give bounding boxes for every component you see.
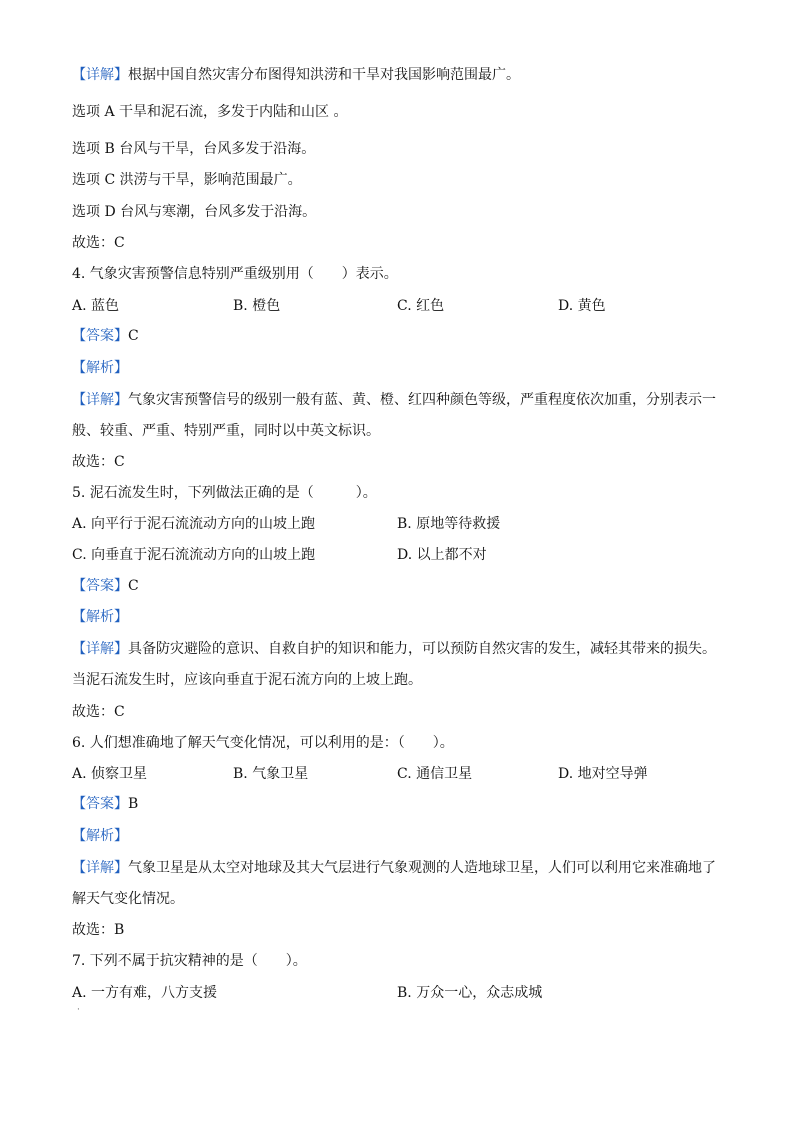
option-c-explanation: 选项 C 洪涝与干旱，影响范围最广。 — [72, 172, 302, 188]
answer-text: C — [128, 578, 139, 594]
q6-option-b: B. 气象卫星 — [233, 766, 309, 782]
q6-detail-line-1 — [72, 859, 716, 877]
option-b-explanation: 选项 B 台风与干旱，台风多发于沿海。 — [72, 141, 316, 157]
q4-choice: 故选：C — [72, 454, 125, 470]
detail-tag: 【详解】 — [72, 641, 128, 657]
answer-text: C — [128, 328, 139, 344]
q5-option-a: A. 向平行于泥石流流动方向的山坡上跑 — [72, 516, 316, 532]
q6-answer — [72, 795, 138, 813]
q6-analysis-tag: 【解析】 — [72, 828, 128, 844]
q4-analysis-tag: 【解析】 — [72, 360, 128, 376]
option-a-explanation: 选项 A 干旱和泥石流，多发于内陆和山区 。 — [72, 104, 348, 120]
q5-choice: 故选：C — [72, 704, 125, 720]
question-5-stem: 5. 泥石流发生时，下列做法正确的是（ ）。 — [72, 485, 377, 501]
q4-detail-line-2: 般、较重、严重、特别严重，同时以中英文标识。 — [72, 423, 380, 439]
dot-mark: · — [77, 1005, 80, 1015]
q4-option-c: C. 红色 — [397, 298, 445, 314]
detail-tag: 【详解】 — [72, 392, 128, 408]
answer-text: B — [128, 796, 139, 812]
detail-text: 气象卫星是从太空对地球及其大气层进行气象观测的人造地球卫星，人们可以利用它来准确地了 — [128, 860, 716, 876]
question-7-stem: 7. 下列不属于抗灾精神的是（ ）。 — [72, 953, 307, 969]
q5-option-b: B. 原地等待救援 — [397, 516, 501, 532]
answer-tag: 【答案】 — [72, 796, 128, 812]
q4-option-d: D. 黄色 — [558, 298, 606, 314]
q4-detail-line-1 — [72, 391, 716, 409]
q5-option-c: C. 向垂直于泥石流流动方向的山坡上跑 — [72, 547, 316, 563]
q6-option-c: C. 通信卫星 — [397, 766, 473, 782]
q5-option-d: D. 以上都不对 — [397, 547, 487, 563]
detail-text: 具备防灾避险的意识、自救自护的知识和能力，可以预防自然灾害的发生，减轻其带来的损失。 — [128, 641, 716, 657]
question-6-stem: 6. 人们想准确地了解天气变化情况，可以利用的是：（ ）。 — [72, 735, 454, 751]
q6-option-d: D. 地对空导弹 — [558, 766, 648, 782]
answer-tag: 【答案】 — [72, 328, 128, 344]
q4-answer — [72, 327, 139, 345]
detail-tag: 【详解】 — [72, 860, 128, 876]
q4-option-a: A. 蓝色 — [72, 298, 120, 314]
q4-option-b: B. 橙色 — [233, 298, 281, 314]
detail-line — [72, 66, 520, 84]
option-d-explanation: 选项 D 台风与寒潮，台风多发于沿海。 — [72, 204, 317, 220]
q7-option-a: A. 一方有难，八方支援 — [72, 985, 218, 1001]
q6-choice: 故选：B — [72, 922, 125, 938]
q5-detail-line-2: 当泥石流发生时，应该向垂直于泥石流方向的上坡上跑。 — [72, 672, 422, 688]
q6-option-a: A. 侦察卫星 — [72, 766, 148, 782]
choice-line: 故选：C — [72, 235, 125, 251]
q6-detail-line-2: 解天气变化情况。 — [72, 891, 184, 907]
answer-tag: 【答案】 — [72, 578, 128, 594]
detail-text: 根据中国自然灾害分布图得知洪涝和干旱对我国影响范围最广。 — [128, 67, 520, 83]
detail-text: 气象灾害预警信号的级别一般有蓝、黄、橙、红四种颜色等级，严重程度依次加重，分别表示一 — [128, 392, 716, 408]
detail-tag: 【详解】 — [72, 67, 128, 83]
q5-answer — [72, 577, 139, 595]
q5-detail-line-1 — [72, 640, 716, 658]
q5-analysis-tag: 【解析】 — [72, 609, 128, 625]
q7-option-b: B. 万众一心，众志成城 — [397, 985, 543, 1001]
question-4-stem: 4. 气象灾害预警信息特别严重级别用（ ）表示。 — [72, 266, 398, 282]
